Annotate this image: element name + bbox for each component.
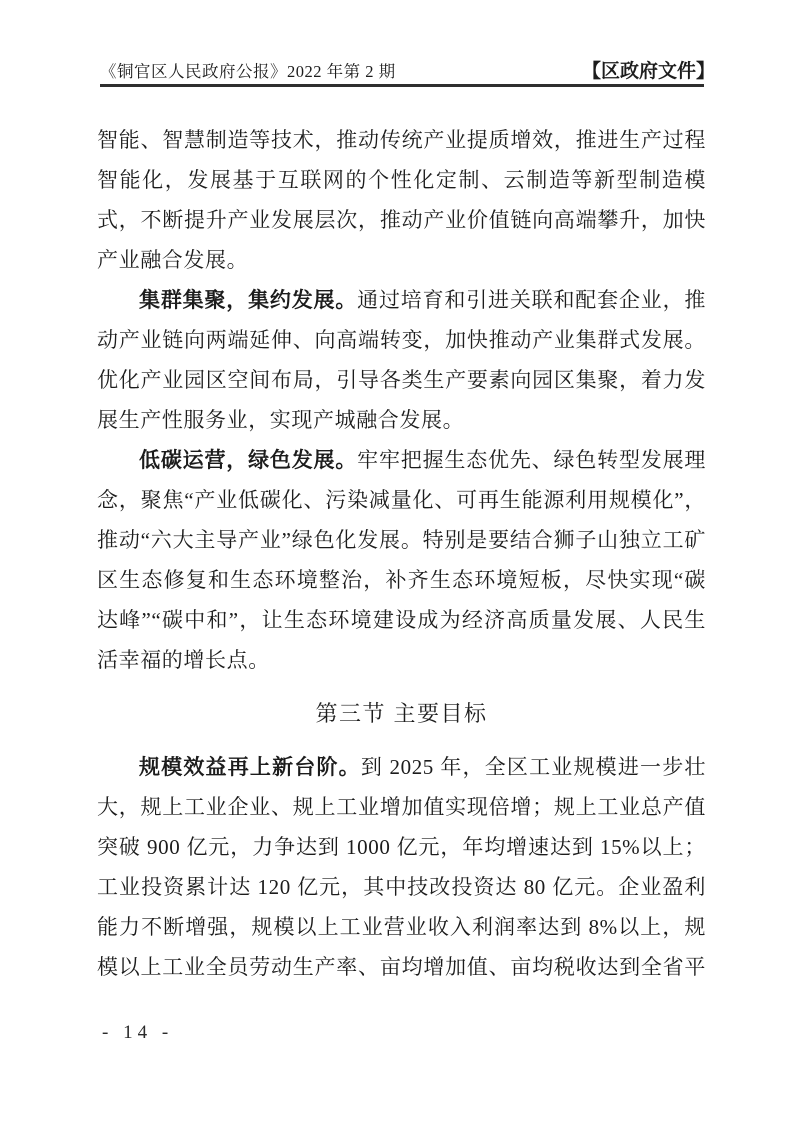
paragraph-lead: 规模效益再上新台阶。	[139, 755, 361, 779]
paragraph-lead: 集群集聚，集约发展。	[139, 288, 358, 312]
paragraph-continuation	[97, 120, 706, 280]
paragraph-text: 通过培育和引进关联和配套企业，推动产业链向两端延伸、向高端转变，加快推动产业集群式发展。优化产业园区空间布局，引导各类生产要素向园区集聚，着力发展生产性服务业，实现产城融合发展。	[97, 288, 706, 432]
document-body	[97, 120, 706, 987]
paragraph-low-carbon	[97, 440, 706, 680]
paragraph-text: 智能、智慧制造等技术，推动传统产业提质增效，推进生产过程智能化，发展基于互联网的个性化定制、云制造等新型制造模式，不断提升产业发展层次，推动产业价值链向高端攀升，加快产业融合发展。	[97, 128, 706, 272]
paragraph-lead: 低碳运营，绿色发展。	[139, 448, 358, 472]
section-heading: 第三节 主要目标	[315, 701, 488, 726]
paragraph-text: 到 2025 年，全区工业规模进一步壮大，规上工业企业、规上工业增加值实现倍增；规上工业总产值突破 900 亿元，力争达到 1000 亿元，年均增速达到 15%以上；工业投资累计达 120 亿元，其中技改投资达 80 亿元。企业盈利能力不断增强，规模以上工业营业收入利润率达到 8%以上，规模以上工业全员劳动生产率、亩均增加值、亩均税收达到全省平	[97, 755, 706, 979]
paragraph-cluster-development	[97, 280, 706, 440]
bulletin-title: 《铜官区人民政府公报》2022 年第 2 期	[100, 62, 396, 81]
page-footer	[102, 1022, 173, 1044]
doc-type-tag: 【区政府文件】	[581, 61, 715, 82]
paragraph-text: 牢牢把握生态优先、绿色转型发展理念，聚焦“产业低碳化、污染减量化、可再生能源利用规模化”，推动“六大主导产业”绿色化发展。特别是要结合狮子山独立工矿区生态修复和生态环境整治，补齐生态环境短板，尽快实现“碳达峰”“碳中和”，让生态环境建设成为经济高质量发展、人民生活幸福的增长点。	[97, 448, 706, 672]
header-divider	[100, 84, 704, 87]
page-header	[100, 56, 715, 83]
paragraph-scale-benefit	[97, 747, 706, 987]
page-number: - 14 -	[102, 1022, 174, 1043]
